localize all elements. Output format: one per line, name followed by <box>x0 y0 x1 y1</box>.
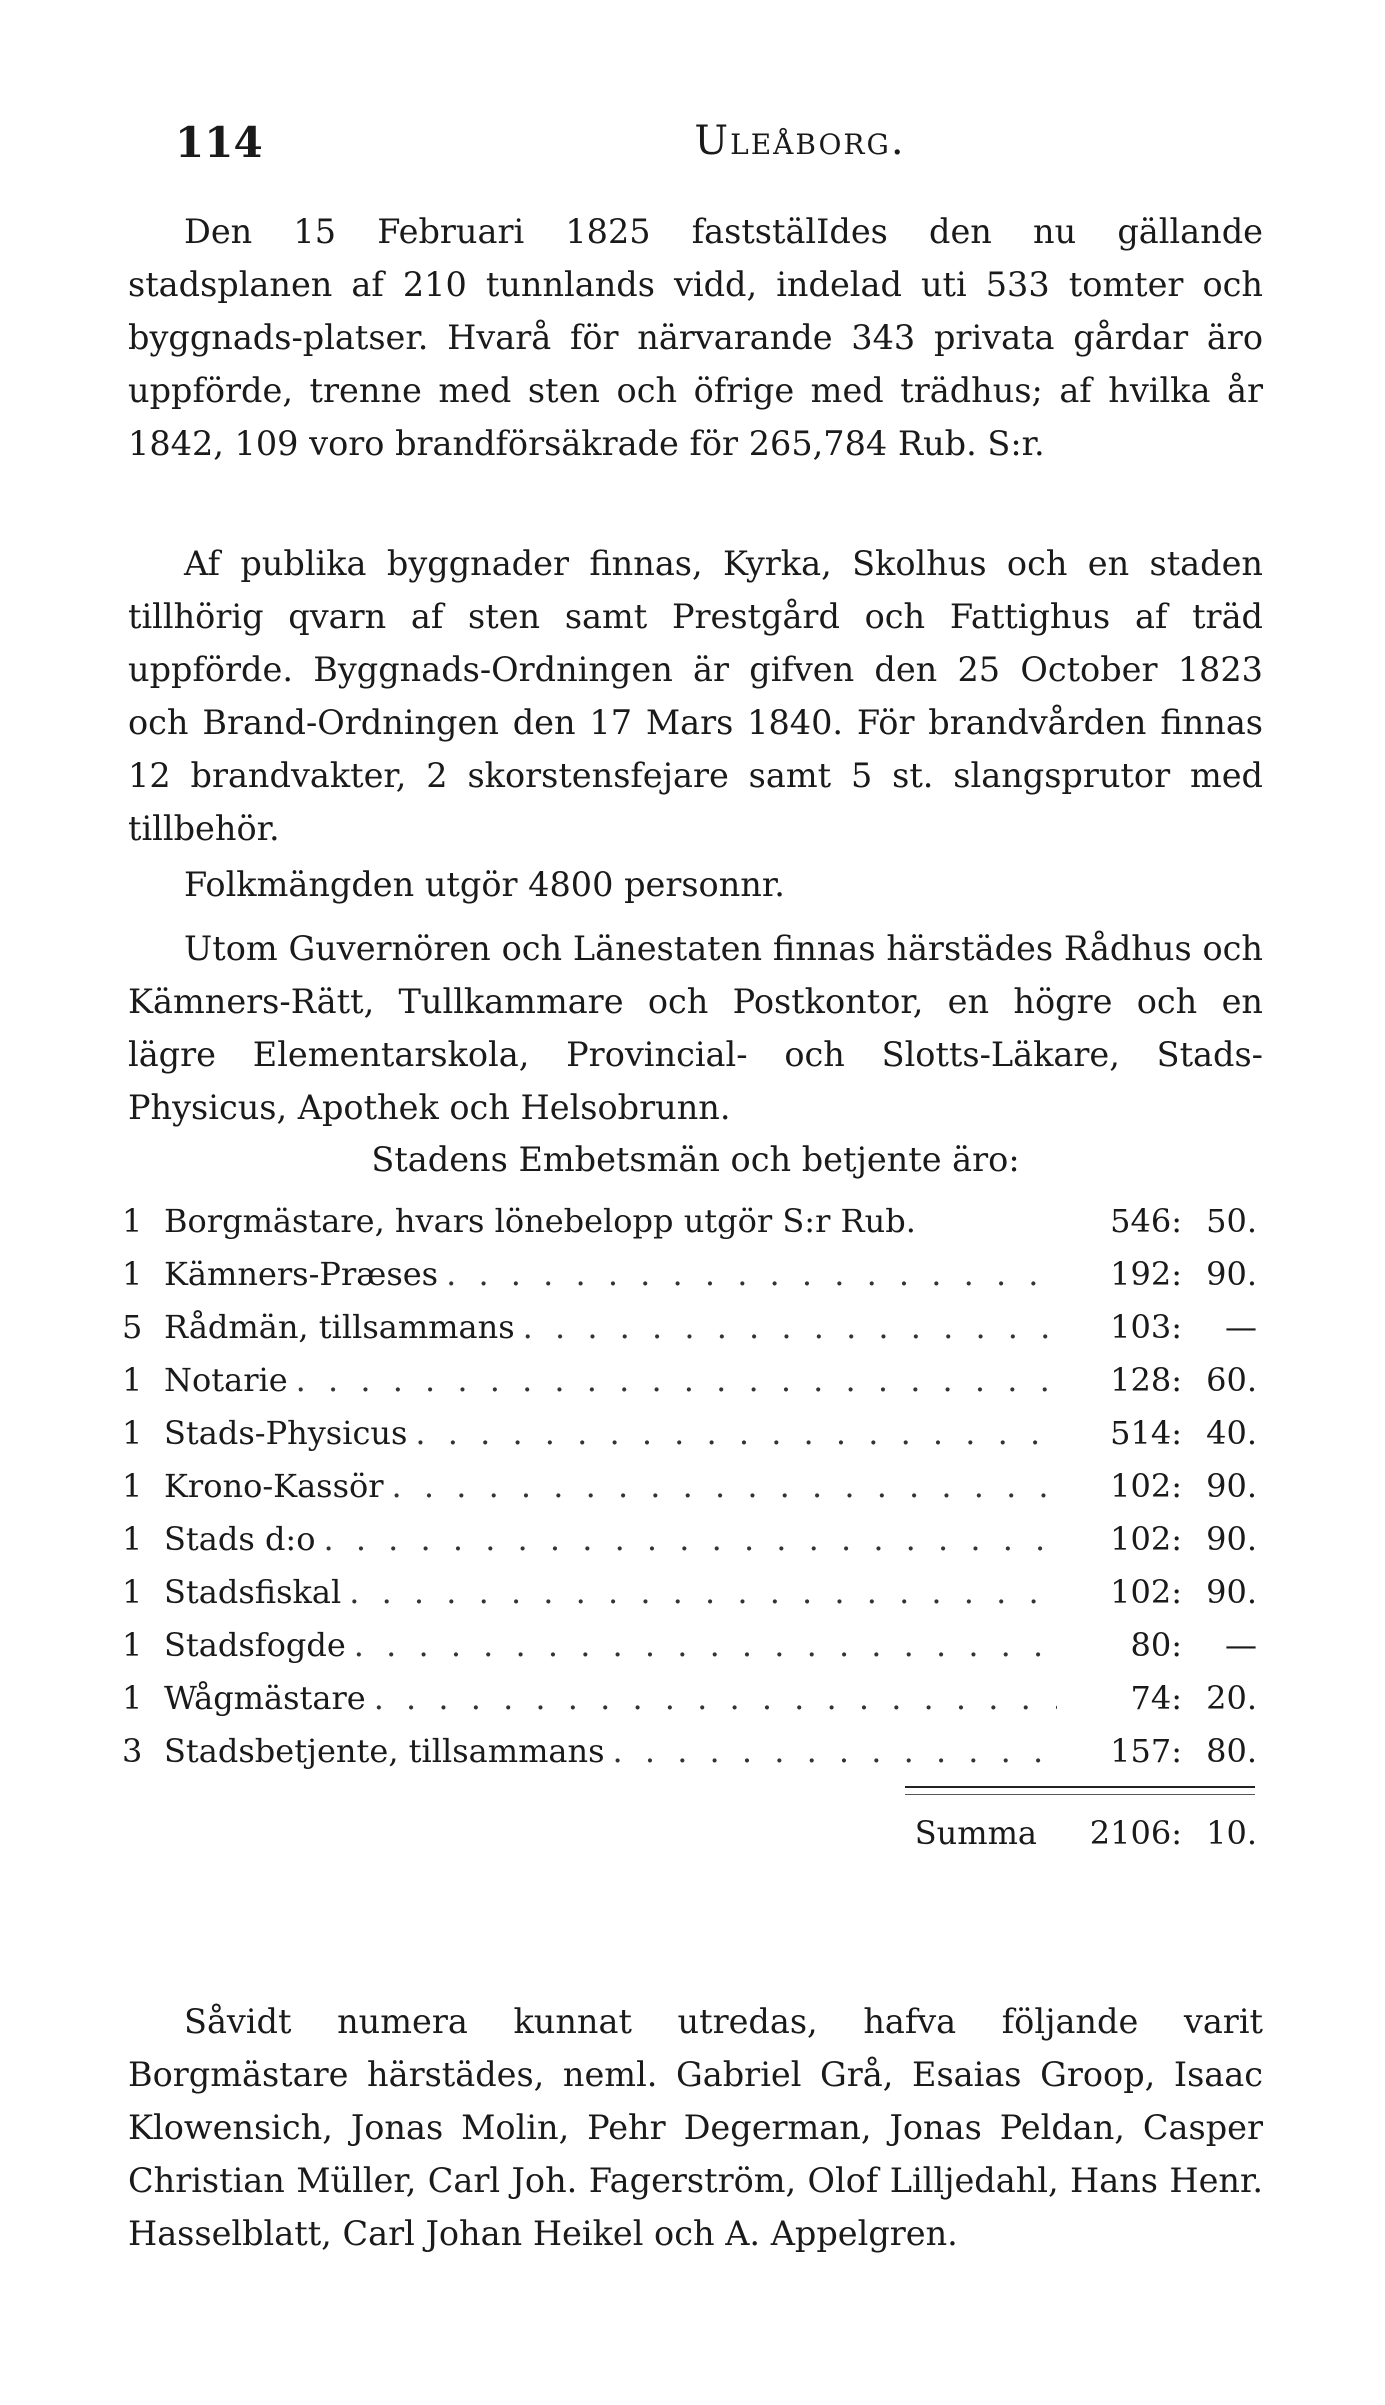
leader-dots <box>349 1566 1057 1619</box>
row-rubles: 102: <box>1110 1573 1182 1611</box>
leader-dots <box>446 1248 1057 1301</box>
row-title: Kämners-Præses <box>164 1255 439 1293</box>
row-title: Borgmästare, hvars lönebelopp utgör S:r Rub. <box>164 1202 916 1240</box>
row-count: 1 <box>122 1573 143 1611</box>
sum-rule <box>905 1786 1255 1788</box>
table-row <box>122 1301 1257 1354</box>
table-row <box>122 1354 1257 1407</box>
row-rubles: 546: <box>1110 1202 1182 1240</box>
row-title: Rådmän, tillsammans <box>164 1308 515 1346</box>
row-kopeks: 50. <box>1206 1202 1257 1240</box>
row-title: Wågmästare <box>164 1679 366 1717</box>
row-title: Stadsbetjente, tillsammans <box>164 1732 605 1770</box>
row-count: 1 <box>122 1414 143 1452</box>
row-kopeks: 40. <box>1206 1414 1257 1452</box>
row-rubles: 514: <box>1110 1414 1182 1452</box>
row-title: Krono-Kassör <box>164 1467 384 1505</box>
paragraph-mayors: Såvidt numera kunnat utredas, hafva följande varit Borgmästare härstädes, neml. Gabriel Grå, Esaias Groop, Isaac Klowensich, Jonas Molin, Pehr Degerman, Jonas Peldan, Casper Christian Müller, Carl Joh. Fagerström, Olof Lilljedahl, Hans Henr. Hasselblatt, Carl Johan Heikel och A. Appelgren. <box>128 2002 1263 2253</box>
page-number: 114 <box>175 118 263 167</box>
row-title: Stadsfogde <box>164 1626 346 1664</box>
paragraph-institutions: Utom Guvernören och Länestaten finnas härstädes Rådhus och Kämners-Rätt, Tullkammare och Postkontor, en högre och en lägre Elementarskola, Provincial- och Slotts-Läkare, Stads-Physicus, Apothek och Helsobrunn. <box>128 929 1263 1127</box>
row-rubles: 74: <box>1130 1679 1182 1717</box>
row-count: 1 <box>122 1520 143 1558</box>
total-label: Summa <box>914 1814 1037 1852</box>
row-rubles: 192: <box>1110 1255 1182 1293</box>
row-count: 1 <box>122 1626 143 1664</box>
leader-dots <box>296 1354 1057 1407</box>
row-title: Notarie <box>164 1361 288 1399</box>
row-rubles: 102: <box>1110 1467 1182 1505</box>
table-row <box>122 1407 1257 1460</box>
row-kopeks: 90. <box>1206 1520 1257 1558</box>
row-rubles: 103: <box>1110 1308 1182 1346</box>
table-row <box>122 1619 1257 1672</box>
leader-dots <box>374 1672 1057 1725</box>
leader-dots <box>323 1513 1057 1566</box>
leader-dots <box>392 1460 1057 1513</box>
row-rubles: 128: <box>1110 1361 1182 1399</box>
row-count: 1 <box>122 1202 143 1240</box>
table-row <box>122 1513 1257 1566</box>
paragraph-public-buildings: Af publika byggnader finnas, Kyrka, Skolhus och en staden tillhörig qvarn af sten samt Prestgård och Fattighus af träd uppförde. Byggnads-Ordningen är gifven den 25 October 1823 och Brand-Ordningen den 17 Mars 1840. För brandvården finnas 12 brandvakter, 2 skorstensfejare samt 5 st. slangsprutor med tillbehör. <box>128 544 1263 848</box>
row-kopeks: — <box>1225 1308 1257 1346</box>
row-rubles: 80: <box>1130 1626 1182 1664</box>
row-title: Stadsfiskal <box>164 1573 342 1611</box>
officials-table <box>122 1195 1257 1778</box>
row-kopeks: — <box>1225 1626 1257 1664</box>
table-row <box>122 1566 1257 1619</box>
row-count: 3 <box>122 1732 143 1770</box>
total-rubles: 2106: <box>1089 1814 1182 1852</box>
table-row <box>122 1195 1257 1248</box>
row-count: 5 <box>122 1308 143 1346</box>
table-row <box>122 1248 1257 1301</box>
row-title: Stads d:o <box>164 1520 316 1558</box>
total-kopeks: 10. <box>1206 1814 1257 1852</box>
running-head: Uleåborg. <box>694 118 906 164</box>
row-rubles: 157: <box>1110 1732 1182 1770</box>
row-count: 1 <box>122 1255 143 1293</box>
officials-heading: Stadens Embetsmän och betjente äro: <box>371 1140 1020 1179</box>
row-kopeks: 80. <box>1206 1732 1257 1770</box>
leader-dots <box>354 1619 1057 1672</box>
row-kopeks: 60. <box>1206 1361 1257 1399</box>
page-header <box>175 118 1265 178</box>
paragraph-population: Folkmängden utgör 4800 personnr. <box>184 865 785 904</box>
sum-rule-thin <box>905 1794 1255 1795</box>
row-rubles: 102: <box>1110 1520 1182 1558</box>
total-row <box>122 1807 1257 1860</box>
row-kopeks: 90. <box>1206 1255 1257 1293</box>
row-title: Stads-Physicus <box>164 1414 408 1452</box>
row-count: 1 <box>122 1361 143 1399</box>
table-row <box>122 1460 1257 1513</box>
row-kopeks: 20. <box>1206 1679 1257 1717</box>
row-kopeks: 90. <box>1206 1573 1257 1611</box>
leader-dots <box>613 1725 1057 1778</box>
leader-dots <box>415 1407 1057 1460</box>
table-row <box>122 1725 1257 1778</box>
row-count: 1 <box>122 1467 143 1505</box>
paragraph-town-plan: Den 15 Februari 1825 faststälIdes den nu gällande stadsplanen af 210 tunnlands vidd, indelad uti 533 tomter och byggnads-platser. Hvarå för närvarande 343 privata gårdar äro uppförde, trenne med sten och öfrige med trädhus; af hvilka år 1842, 109 voro brandförsäkrade för 265,784 Rub. S:r. <box>128 212 1263 463</box>
row-count: 1 <box>122 1679 143 1717</box>
row-kopeks: 90. <box>1206 1467 1257 1505</box>
table-row <box>122 1672 1257 1725</box>
leader-dots <box>523 1301 1057 1354</box>
